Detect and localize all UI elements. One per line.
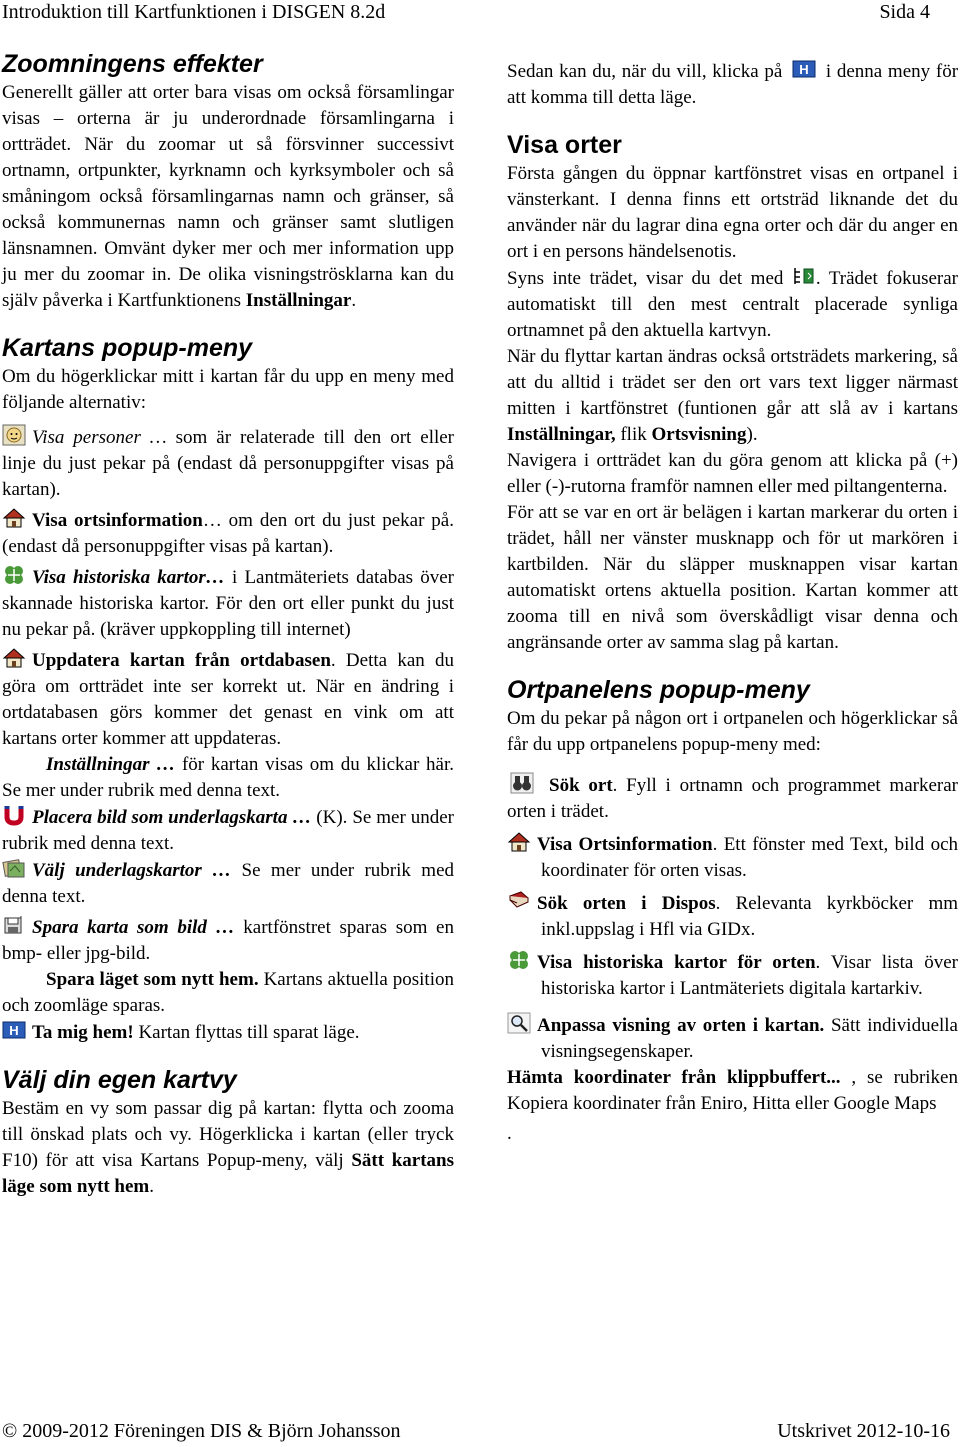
paragraph-orter-3: När du flyttar kartan ändras också ortsträdets markering, så att du alltid i trädet ser den ort vars text ligger närmast mitten i kartfönstret (funtionen går att slå av i kartans Inställningar, flik Ortsvisning). [507, 346, 958, 445]
paragraph-orter-1: Första gången du öppnar kartfönstret visas en ortpanel i vänsterkant. I denna finns ett ortsträd liknande det du använder när du lagrar dina egna orter och där du anger en ort i en persons händelsenotis. [507, 163, 958, 262]
menu-item-ta-mig-hem: H Ta mig hem! Kartan flyttas till sparat läge. [2, 1019, 454, 1046]
u-magnet-icon [2, 804, 26, 826]
face-icon [2, 424, 26, 446]
heading-zoom: Zoomningens effekter [2, 50, 263, 78]
house-icon [2, 507, 26, 529]
menu-item-spara-karta: Spara karta som bild … kartfönstret sparas som en bmp- eller jpg-bild. [2, 914, 454, 967]
menu-item-sok-dispos: Sök orten i Dispos. Relevanta kyrkböcker mm inkl.uppslag i Hfl via GIDx. [507, 890, 958, 943]
home-h-icon [792, 58, 816, 80]
menu-item-placera-bild: Placera bild som underlagskarta … (K). Se mer under rubrik med denna text. [2, 804, 454, 857]
save-map-icon [2, 914, 26, 936]
menu-item-uppdatera-kartan: Uppdatera kartan från ortdabasen. Detta kan du göra om ortträdet inte ser korrekt ut. När en ändring i ortdatabasen görs kommer det genast en vink om att kartans orter kommer att uppdateras. [2, 647, 454, 752]
heading-kartvy: Välj din egen kartvy [2, 1066, 237, 1094]
paragraph-hamta-koordinater: Hämta koordinater från klippbuffert... , se rubriken Kopiera koordinater från Eniro, Hitta eller Google Maps [507, 1067, 958, 1114]
menu-item-installningar: Inställningar … för kartan visas om du klickar här. Se mer under rubrik med denna text. [2, 754, 454, 801]
paragraph-orter-4: Navigera i ortträdet kan du göra genom att klicka på (+) eller (-)-rutorna framför namnen eller med piltangenterna. [507, 450, 958, 497]
paragraph-kartvy: Bestäm en vy som passar dig på kartan: flytta och zooma till önskad plats och vy. Högerklicka i kartan (eller tryck F10) för att visa Kartans Popup-meny, välj Sätt kartans läge som nytt hem. [2, 1098, 454, 1197]
left-column [2, 48, 454, 1200]
page-number: Sida 4 [879, 1, 930, 23]
magnifier-icon [507, 1012, 531, 1034]
tree-panel-icon [792, 265, 816, 287]
paragraph-orter-2: Syns inte trädet, visar du det med . Trädet fokuserar automatiskt till den mest centralt placerade synliga ortnamnet på den aktuella kartvyn. [507, 265, 958, 344]
paragraph-orter-5: För att se var en ort är belägen i kartan markerar du orten i trädet, håll ner vänster musknapp och för ut markören i kartbilden. När du släpper musknappen visar kartan automatiskt ortens aktuella position. Kartan kommer att zooma till en nivå som överskådligt visar denna och angränsande orter av samma slag på kartan. [507, 502, 958, 653]
menu-item-visa-historiska-kartor: Visa historiska kartor… i Lantmäteriets databas över skannade historiska kartor. För den ort eller punkt du just nu pekar på. (kräver uppkoppling till internet) [2, 564, 454, 643]
heading-ortpanel: Ortpanelens popup-meny [507, 676, 810, 704]
paragraph-popup-intro: Om du högerklickar mitt i kartan får du upp en meny med följande alternativ: [2, 366, 454, 413]
menu-item-valj-underlagskartor: Välj underlagskartor … Se mer under rubrik med denna text. [2, 857, 454, 910]
svg-text:H: H [9, 1023, 19, 1038]
right-column [507, 58, 958, 1147]
house-icon [2, 647, 26, 669]
paragraph-home: Sedan kan du, när du vill, klicka på H i denna meny för att komma till detta läge. [507, 58, 958, 111]
heading-popup: Kartans popup-meny [2, 334, 253, 362]
page-footer [0, 1420, 960, 1446]
menu-item-anpassa-visning: Anpassa visning av orten i kartan. Sätt individuella visningsegenskaper. [507, 1012, 958, 1065]
paragraph-zoom: Generellt gäller att orter bara visas om också församlingar visas – orterna är ju underordnade församlingarna i ortträdet. När du zoomar ut så försvinner successivt ortnamn, ortpunkter, kyrknamn och kyrksymboler och så småningom också församlingarnas namn och gränser, så också kommunernas namn och gränser samt slutligen länsnamnen. Omvänt dyker mer och mer information upp ju mer du zoomar in. De olika visningströsklarna kan du själv påverka i Kartfunktionens Inställningar. [2, 82, 454, 311]
menu-item-spara-laget: Spara läget som nytt hem. Kartans aktuella position och zoomläge sparas. [2, 969, 454, 1016]
trailing-dot: . [507, 1123, 512, 1144]
clover-icon [2, 564, 26, 586]
page-header [0, 0, 960, 26]
menu-item-sok-ort: Sök ort. Fyll i ortnamn och programmet markerar orten i trädet. [507, 772, 958, 825]
svg-text:H: H [799, 62, 809, 77]
menu-item-visa-ortsinformation-panel: Visa Ortsinformation. Ett fönster med Text, bild och koordinater för orten visas. [507, 831, 958, 884]
binoculars-icon [507, 772, 543, 794]
copyright: © 2009-2012 Föreningen DIS & Björn Johansson [2, 1420, 401, 1442]
house-icon [507, 831, 531, 853]
print-date: Utskrivet 2012-10-16 [777, 1420, 950, 1442]
clover-icon [507, 949, 531, 971]
document-title: Introduktion till Kartfunktionen i DISGEN 8.2d [2, 1, 386, 23]
heading-visa-orter: Visa orter [507, 131, 622, 159]
menu-item-historiska-kartor-orten: Visa historiska kartor för orten. Visar lista över historiska kartor i Lantmäteriets digitala kartarkiv. [507, 949, 958, 1002]
menu-item-visa-personer: Visa personer … som är relaterade till den ort eller linje du just pekar på (endast då personuppgifter visas på kartan). [2, 424, 454, 503]
home-h-icon [2, 1019, 26, 1041]
maps-icon [2, 857, 26, 879]
book-icon [507, 890, 531, 912]
paragraph-ortpanel: Om du pekar på någon ort i ortpanelen och högerklickar så får du upp ortpanelens popup-meny med: [507, 708, 958, 755]
menu-item-visa-ortsinformation: Visa ortsinformation… om den ort du just pekar på. (endast då personuppgifter visas på kartan). [2, 507, 454, 560]
